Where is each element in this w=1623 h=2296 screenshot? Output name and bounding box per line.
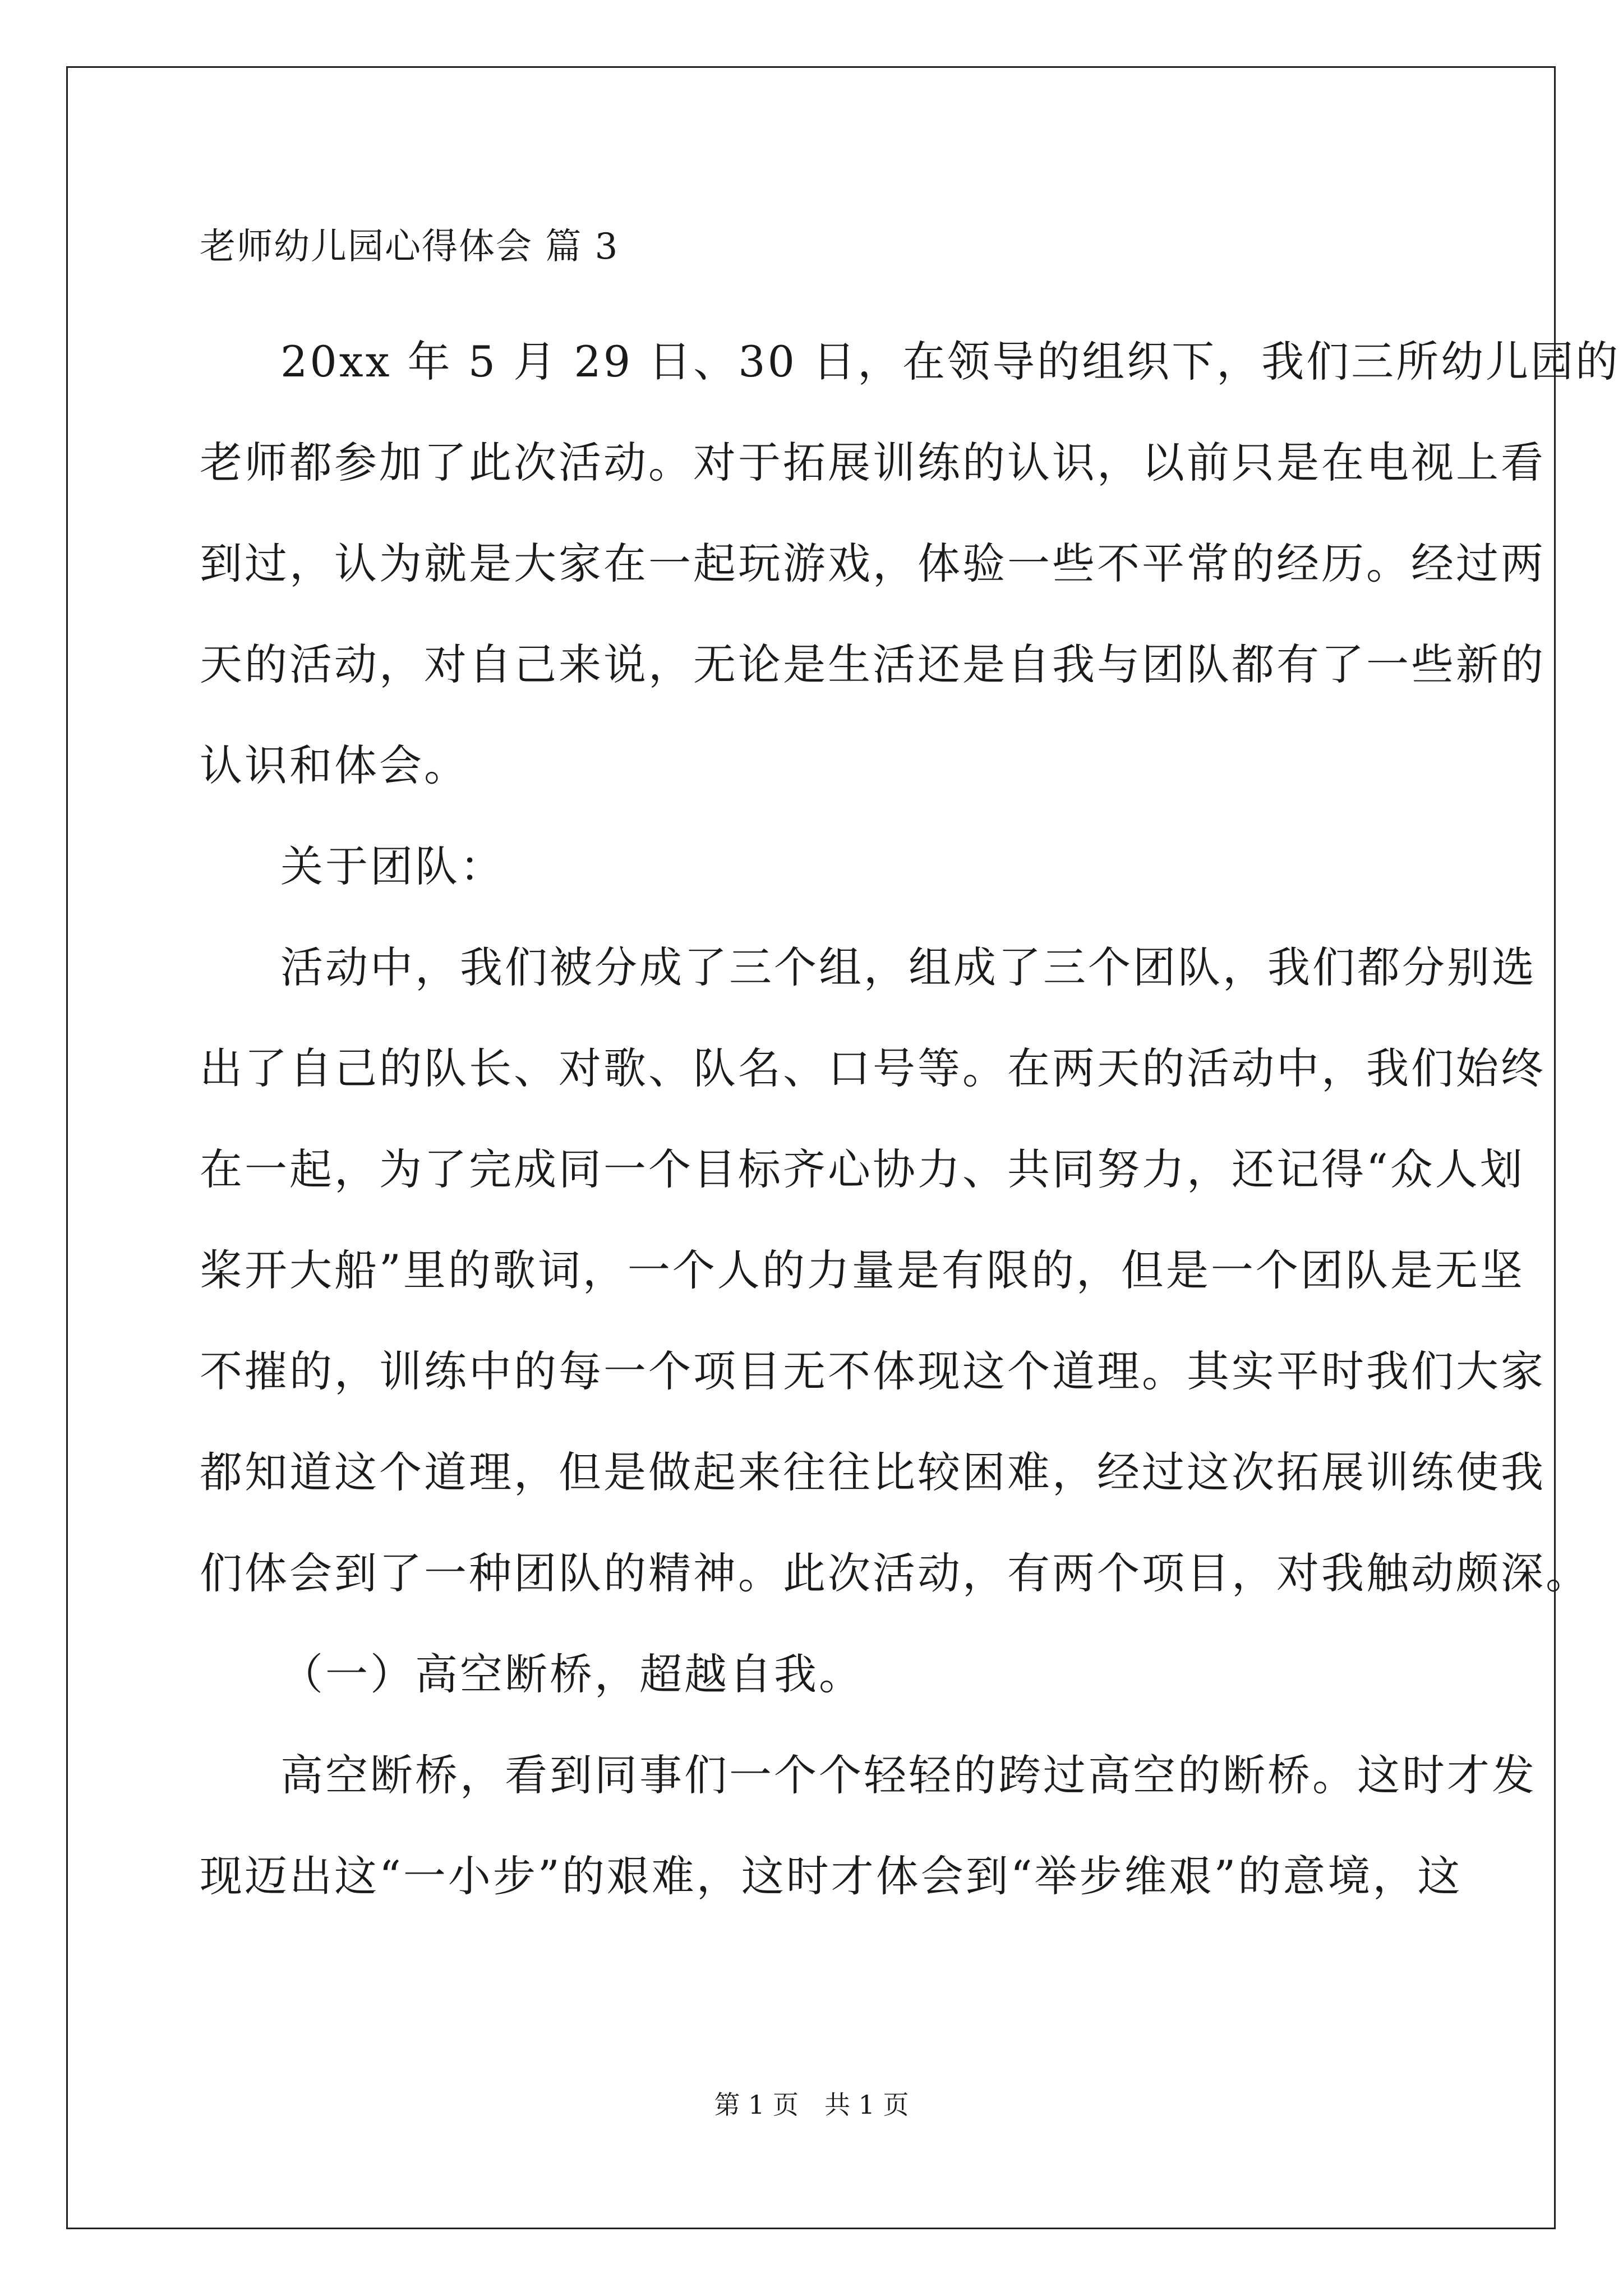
paragraph-line: 高空断桥，看到同事们一个个轻轻的跨过高空的断桥。这时才发 [280,1750,1537,1800]
paragraph-line: 老师都参加了此次活动。对于拓展训练的认识，以前只是在电视上看 [200,438,1546,487]
paragraph-line: 出了自己的队长、对歌、队名、口号等。在两天的活动中，我们始终 [200,1043,1546,1093]
document-title: 老师幼儿园心得体会 篇 3 [200,226,619,268]
section-heading: 关于团队： [280,841,505,891]
paragraph-line: 现迈出这“一小步”的艰难，这时才体会到“举步维艰”的意境，这 [200,1851,1463,1901]
paragraph-line: 在一起，为了完成同一个目标齐心协力、共同努力，还记得“众人划 [200,1144,1525,1194]
paragraph-line: 到过，认为就是大家在一起玩游戏，体验一些不平常的经历。经过两 [200,539,1546,588]
paragraph-line: 不摧的，训练中的每一个项目无不体现这个道理。其实平时我们大家 [200,1346,1546,1396]
page-number-footer: 第 1 页 共 1 页 [714,2090,909,2120]
paragraph-line: 活动中，我们被分成了三个组，组成了三个团队，我们都分别选 [280,942,1537,992]
paragraph-line: 认识和体会。 [200,740,469,790]
paragraph-line: 都知道这个道理，但是做起来往往比较困难，经过这次拓展训练使我 [200,1447,1546,1497]
paragraph-line: 天的活动，对自己来说，无论是生活还是自我与团队都有了一些新的 [200,639,1546,689]
subsection-heading: （一）高空断桥，超越自我。 [280,1649,864,1699]
paragraph-line: 们体会到了一种团队的精神。此次活动，有两个项目，对我触动颇深。 [200,1548,1590,1598]
paragraph-line: 桨开大船”里的歌词，一个人的力量是有限的，但是一个团队是无坚 [200,1245,1525,1295]
paragraph-line: 20xx 年 5 月 29 日、30 日，在领导的组织下，我们三所幼儿园的 [280,337,1621,386]
